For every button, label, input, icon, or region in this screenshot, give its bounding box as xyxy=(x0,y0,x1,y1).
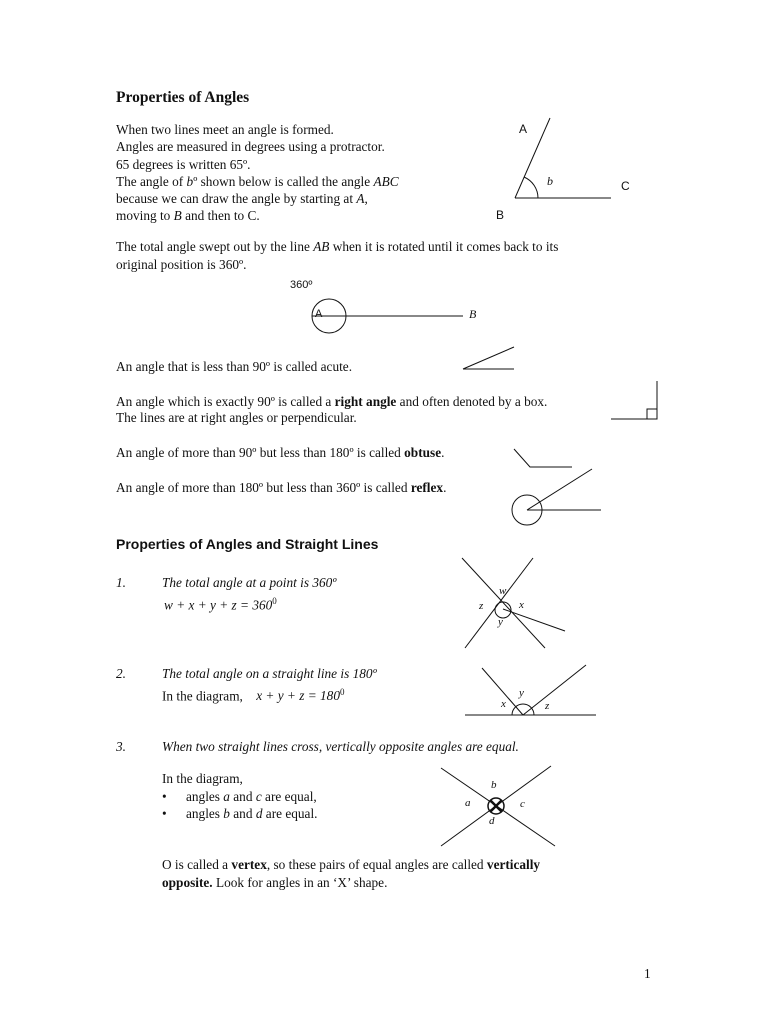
full-turn-label-b: B xyxy=(469,307,477,321)
point-label-w: w xyxy=(499,585,507,597)
vertex-note-line-2: opposite. Look for angles in an ‘X’ shape. xyxy=(162,875,388,890)
cross-label-c: c xyxy=(520,798,525,810)
point-label-y: y xyxy=(498,616,503,628)
cross-label-b: b xyxy=(491,779,497,791)
intro-line-1: When two lines meet an angle is formed. xyxy=(116,122,334,137)
fig-abc-label-vertex: B xyxy=(496,208,505,222)
right-angle-line-2: The lines are at right angles or perpendicular. xyxy=(116,410,357,425)
full-turn-line-1: The total angle swept out by the line AB when it is rotated until it comes back to its xyxy=(116,239,559,254)
vertex-note-line-1: O is called a vertex, so these pairs of equal angles are called vertically xyxy=(162,857,541,872)
rule-1-text: The total angle at a point is 360º xyxy=(162,575,337,590)
rule-3-bullet-2: • angles b and d are equal. xyxy=(162,806,318,821)
intro-line-3: 65 degrees is written 65º. xyxy=(116,157,251,172)
intro-line-2: Angles are measured in degrees using a protractor. xyxy=(116,139,385,154)
rule-3-in-diagram: In the diagram, xyxy=(162,771,243,786)
obtuse-text: An angle of more than 90º but less than 180º is called obtuse. xyxy=(116,445,445,460)
intro-line-4: The angle of bº shown below is called the angle ABC xyxy=(116,174,399,189)
line-label-x: x xyxy=(501,698,506,710)
intro-line-6: moving to B and then to C. xyxy=(116,208,260,223)
rule-3-text: When two straight lines cross, vertically opposite angles are equal. xyxy=(162,739,519,754)
rule-2-equation: In the diagram, $x + y + z = 180^0$ xyxy=(162,687,345,704)
full-turn-label-a: A xyxy=(315,308,323,320)
line-label-y: y xyxy=(519,687,524,699)
rule-1-equation: $w + x + y + z = 360^0$ xyxy=(164,596,277,613)
point-label-x: x xyxy=(519,599,524,611)
fig-abc-label-a: A xyxy=(519,122,528,136)
line-label-z: z xyxy=(545,700,550,712)
right-angle-line-1: An angle which is exactly 90º is called a right angle and often denoted by a box. xyxy=(116,394,548,409)
fig-abc-label-b: b xyxy=(547,174,553,188)
reflex-text: An angle of more than 180º but less than 360º is called reflex. xyxy=(116,480,447,495)
fig-abc-label-c: C xyxy=(621,179,630,193)
cross-label-a: a xyxy=(465,797,471,809)
rule-3-bullet-1: • angles a and c are equal, xyxy=(162,789,317,804)
rule-3-number: 3. xyxy=(116,739,126,754)
acute-text: An angle that is less than 90º is called acute. xyxy=(116,359,353,374)
full-turn-360-label: 360º xyxy=(290,279,313,291)
full-turn-line-2: original position is 360º. xyxy=(116,257,247,272)
rule-1-number: 1. xyxy=(116,575,126,590)
page-number: 1 xyxy=(644,966,651,981)
point-label-z: z xyxy=(479,600,484,612)
rule-2-number: 2. xyxy=(116,666,126,681)
rule-2-text: The total angle on a straight line is 180º xyxy=(162,666,377,681)
page-title: Properties of Angles xyxy=(116,89,250,106)
section-heading: Properties of Angles and Straight Lines xyxy=(116,536,379,552)
intro-line-5: because we can draw the angle by starting at A, xyxy=(116,191,368,206)
cross-label-d: d xyxy=(489,815,495,827)
